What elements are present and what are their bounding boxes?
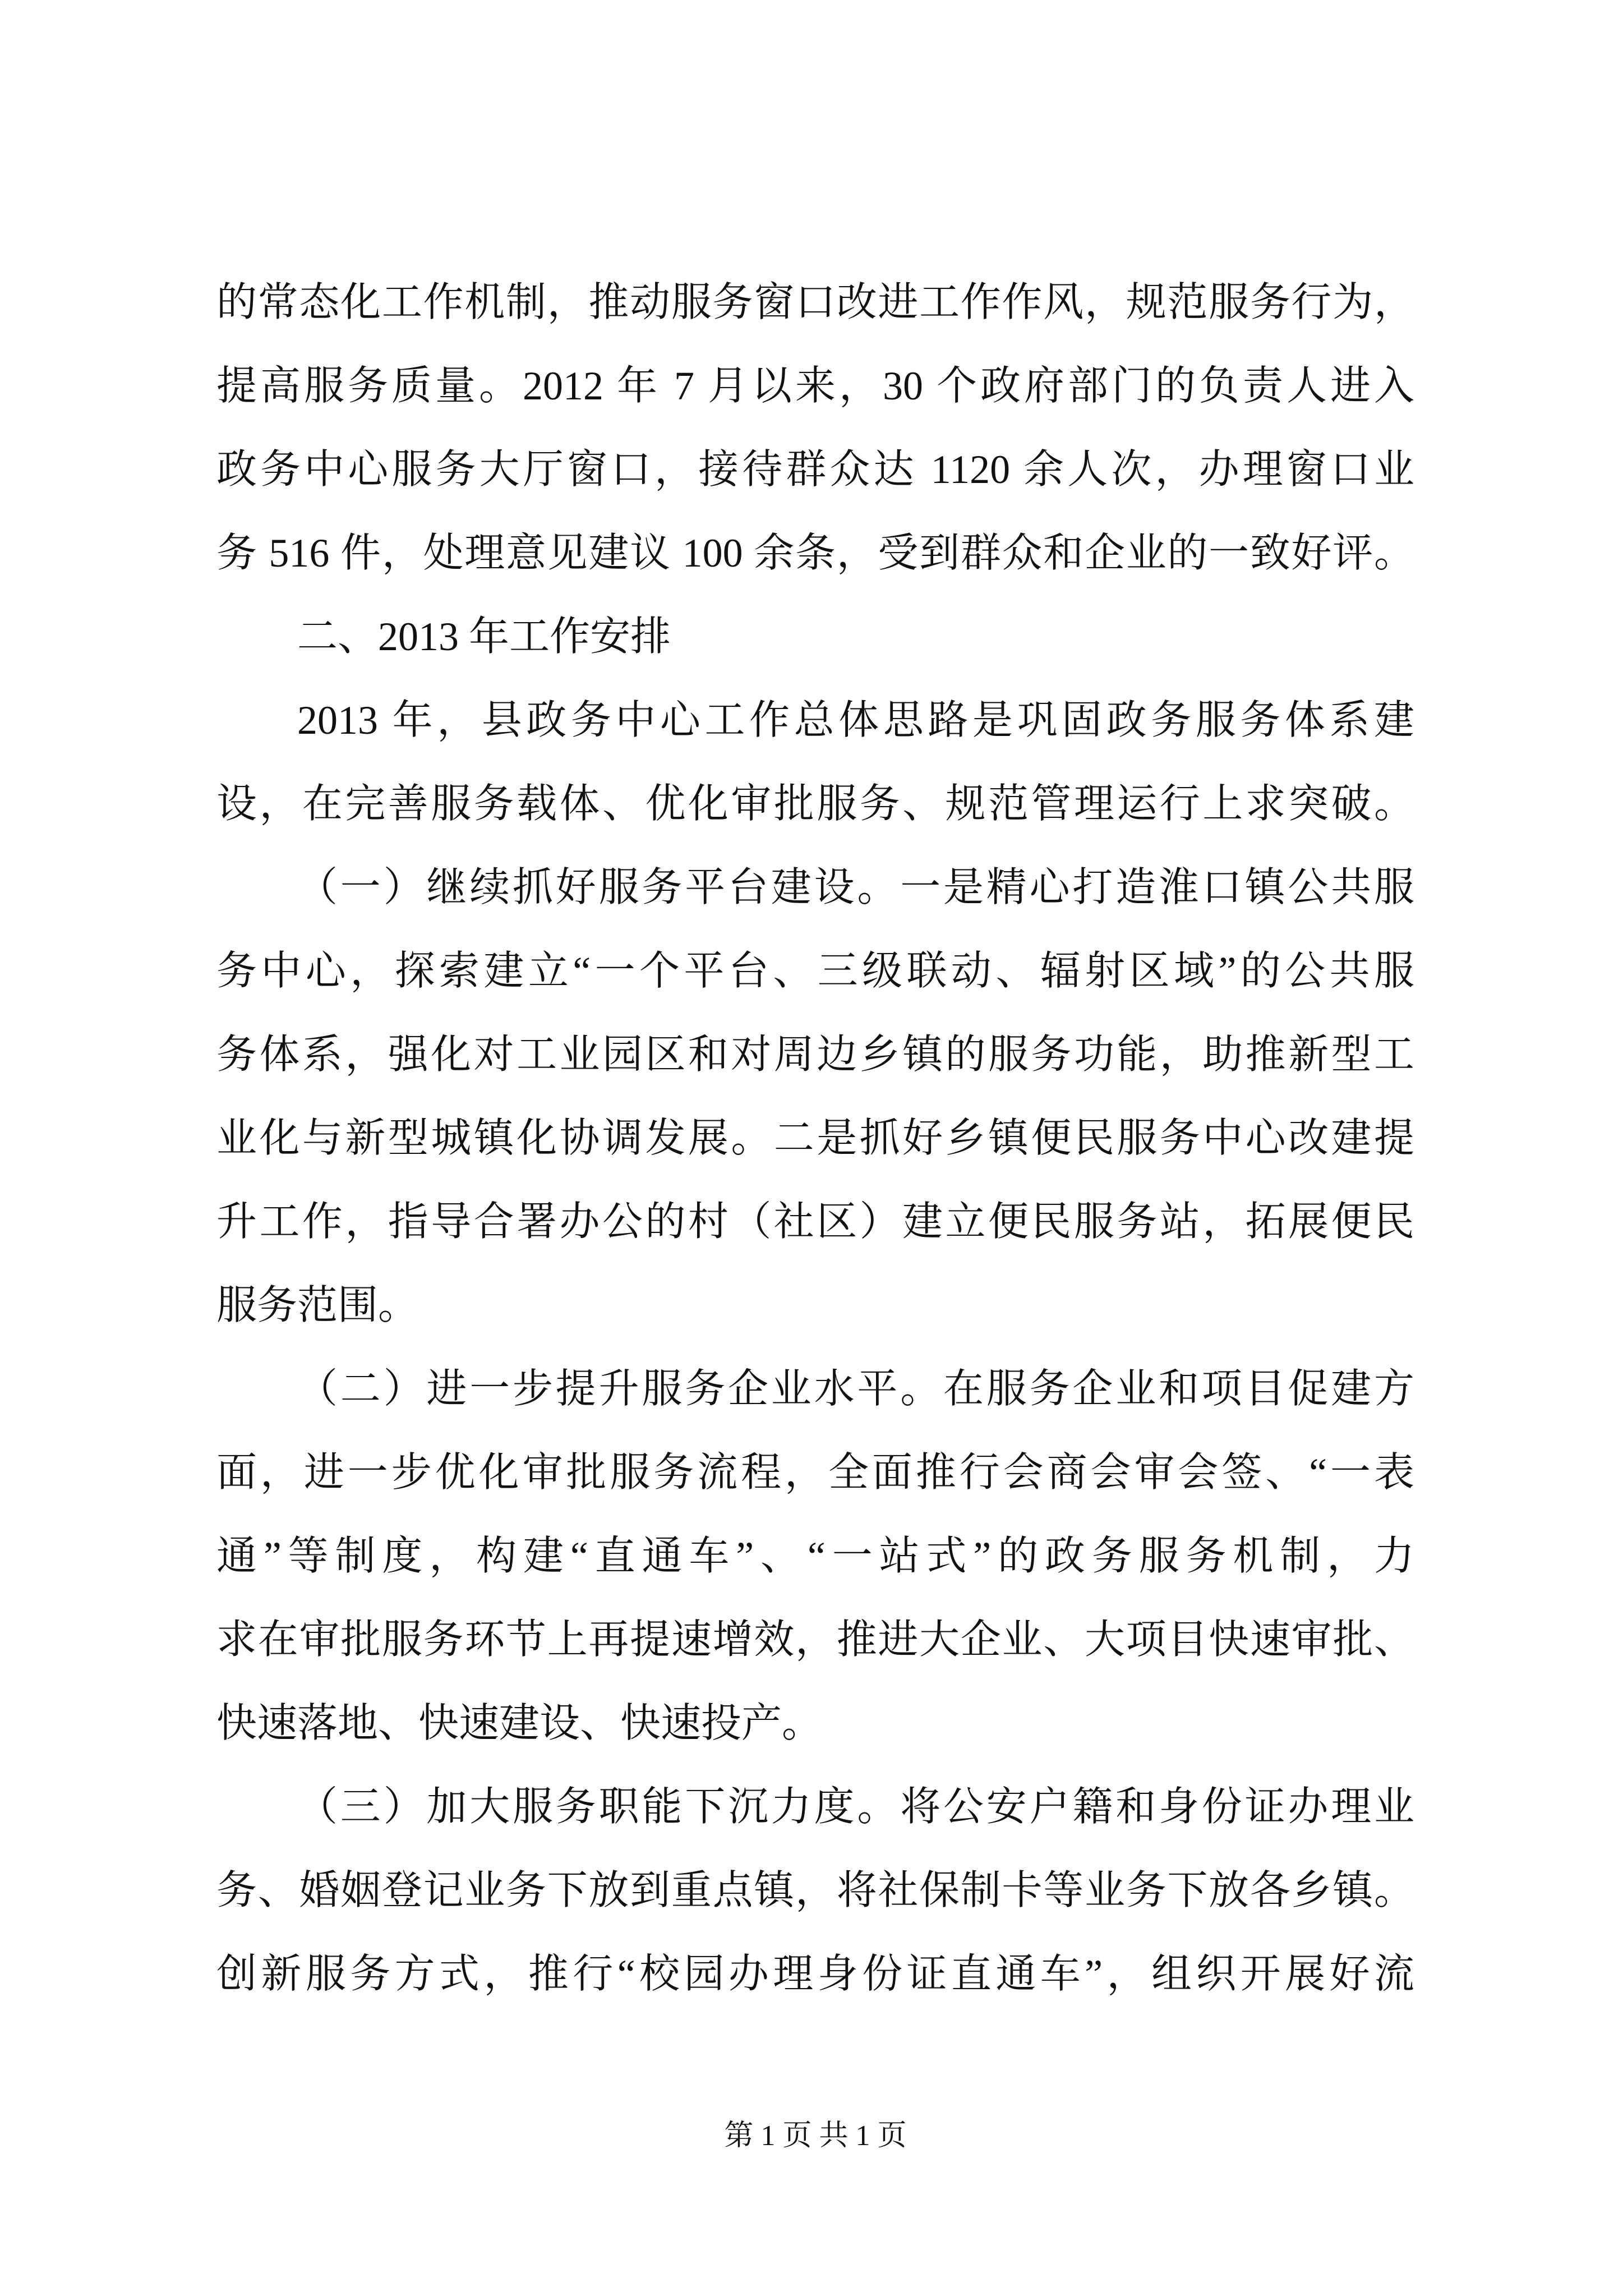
body-line: 的常态化工作机制，推动服务窗口改进工作作风，规范服务行为，: [216, 280, 1414, 325]
document-body: [216, 261, 1414, 2016]
body-line: 面，进一步优化审批服务流程，全面推行会商会审会签、“一表: [216, 1450, 1414, 1495]
body-line: 升工作，指导合署办公的村（社区）建立便民服务站，拓展便民: [216, 1199, 1414, 1244]
section-heading-text: 二、2013 年工作安排: [297, 614, 671, 659]
paragraph: [216, 1765, 1414, 2016]
body-line: 务中心，探索建立“一个平台、三级联动、辐射区域”的公共服: [216, 949, 1414, 993]
body-line: （二）进一步提升服务企业水平。在服务企业和项目促建方: [297, 1366, 1414, 1411]
section-heading: [216, 595, 1414, 679]
body-line: 业化与新型城镇化协调发展。二是抓好乡镇便民服务中心改建提: [216, 1116, 1414, 1161]
body-line: 服务范围。: [216, 1283, 419, 1328]
body-line: 快速落地、快速建设、快速投产。: [216, 1701, 823, 1746]
body-line: 求在审批服务环节上再提速增效，推进大企业、大项目快速审批、: [216, 1617, 1414, 1662]
paragraph: [216, 1347, 1414, 1765]
paragraph: [216, 846, 1414, 1347]
paragraph: [216, 261, 1414, 595]
body-line: 创新服务方式，推行“校园办理身份证直通车”，组织开展好流: [216, 1952, 1414, 1996]
page-footer: 第 1 页 共 1 页: [724, 2120, 907, 2152]
body-line: 设，在完善服务载体、优化审批服务、规范管理运行上求突破。: [216, 781, 1414, 826]
body-line: 务 516 件，处理意见建议 100 余条，受到群众和企业的一致好评。: [216, 531, 1414, 576]
body-line: 政务中心服务大厅窗口，接待群众达 1120 余人次，办理窗口业: [216, 447, 1414, 492]
body-line: 2013 年，县政务中心工作总体思路是巩固政务服务体系建: [297, 698, 1414, 743]
body-line: 提高服务质量。2012 年 7 月以来，30 个政府部门的负责人进入: [216, 364, 1414, 408]
body-line: 通”等制度，构建“直通车”、“一站式”的政务服务机制，力: [216, 1534, 1414, 1579]
paragraph: [216, 679, 1414, 846]
body-line: （一）继续抓好服务平台建设。一是精心打造淮口镇公共服: [297, 865, 1414, 910]
body-line: 务体系，强化对工业园区和对周边乡镇的服务功能，助推新型工: [216, 1032, 1414, 1077]
body-line: （三）加大服务职能下沉力度。将公安户籍和身份证办理业: [297, 1784, 1414, 1829]
body-line: 务、婚姻登记业务下放到重点镇，将社保制卡等业务下放各乡镇。: [216, 1868, 1414, 1913]
